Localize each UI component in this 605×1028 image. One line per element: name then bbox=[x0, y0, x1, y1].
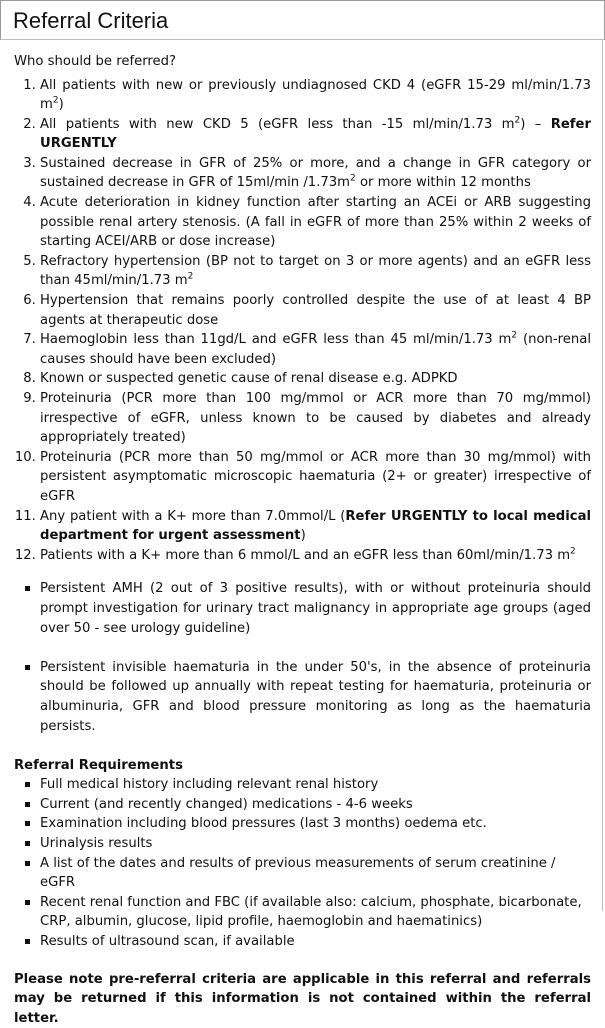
urgent-flag: Refer URGENTLY to local medical department for urgent assessment bbox=[40, 508, 591, 544]
main-content bbox=[0, 52, 605, 1028]
bullet-icon bbox=[25, 841, 30, 846]
requirement-item: Results of ultrasound scan, if available bbox=[40, 932, 591, 952]
criteria-item: 8. Known or suspected genetic cause of renal disease e.g. ADPKD bbox=[40, 369, 591, 389]
criteria-item: 3. Sustained decrease in GFR of 25% or more, and a change in GFR category or sustained decrease in GFR of 15ml/min $/1.73m^2$ or more within 12 months bbox=[40, 154, 591, 193]
title-bar bbox=[0, 0, 605, 40]
bullet-icon bbox=[25, 821, 30, 826]
page-title: Referral Criteria bbox=[13, 8, 169, 33]
criteria-list bbox=[14, 76, 591, 566]
criteria-item: 5. Refractory hypertension (BP not to target on 3 or more agents) and an eGFR less than 45ml/min/1.73 $m^2$ bbox=[40, 252, 591, 291]
criteria-item: 6. Hypertension that remains poorly controlled despite the use of at least 4 BP agents at therapeutic dose bbox=[40, 291, 591, 330]
requirement-item: Urinalysis results bbox=[40, 834, 591, 854]
requirements-list bbox=[14, 775, 591, 951]
footer-note: Please note pre-referral criteria are applicable in this referral and referrals may be returned if this information is not contained within the referral letter. bbox=[14, 971, 591, 1026]
criteria-item: 4. Acute deterioration in kidney function after starting an ACEi or ARB suggesting possible renal artery stenosis. (A fall in eGFR of more than 25% within 2 weeks of starting ACEI/ARB or dose increase) bbox=[40, 193, 591, 252]
requirement-item: Recent renal function and FBC (if available also: calcium, phosphate, bicarbonate, CRP, albumin, glucose, lipid profile, haemoglobin and haematinics) bbox=[40, 893, 591, 932]
criteria-item: 11. Any patient with a K+ more than 7.0mmol/L (Refer URGENTLY to local medical department for urgent assessment) bbox=[40, 507, 591, 546]
requirement-item: Full medical history including relevant renal history bbox=[40, 775, 591, 795]
urgent-flag: Refer URGENTLY bbox=[40, 116, 591, 152]
criteria-item: 2. All patients with new CKD 5 (eGFR less than -15 ml/min/1.73 $m^2$) – Refer URGENTLY bbox=[40, 115, 591, 154]
note-item: Persistent invisible haematuria in the under 50's, in the absence of proteinuria should be followed up annually with repeat testing for haematuria, proteinuria or albuminuria, GFR and blood pressure monitoring as long as the haematuria persists. bbox=[40, 658, 591, 736]
criteria-item: 10. Proteinuria (PCR more than 50 mg/mmol or ACR more than 30 mg/mmol) with persistent asymptomatic microscopic haematuria (2+ or greater) irrespective of eGFR bbox=[40, 448, 591, 507]
requirements-heading: Referral Requirements bbox=[14, 757, 183, 773]
criteria-item: 12. Patients with a K+ more than 6 mmol/L and an eGFR less than 60ml/min/1.73 $m^2$ bbox=[40, 546, 591, 566]
criteria-item: 1. All patients with new or previously undiagnosed CKD 4 (eGFR 15-29 ml/min/1.73 $m^2$) bbox=[40, 76, 591, 115]
bullet-icon bbox=[25, 782, 30, 787]
bullet-icon bbox=[25, 586, 30, 591]
bullet-icon bbox=[25, 665, 30, 670]
notes-list bbox=[14, 579, 591, 736]
criteria-item: 9. Proteinuria (PCR more than 100 mg/mmol or ACR more than 70 mg/mmol) irrespective of eGFR, unless known to be caused by diabetes and already appropriately treated) bbox=[40, 389, 591, 448]
requirement-item: Current (and recently changed) medications - 4-6 weeks bbox=[40, 795, 591, 815]
bullet-icon bbox=[25, 861, 30, 866]
criteria-item: 7. Haemoglobin less than 11gd/L and eGFR less than 45 ml/min/1.73 $m^2$ (non-renal causes should have been excluded) bbox=[40, 330, 591, 369]
section-question: Who should be referred? bbox=[14, 54, 177, 69]
bullet-icon bbox=[25, 802, 30, 807]
requirement-item: Examination including blood pressures (last 3 months) oedema etc. bbox=[40, 814, 591, 834]
requirement-item: A list of the dates and results of previous measurements of serum creatinine / eGFR bbox=[40, 854, 591, 893]
note-item: Persistent AMH (2 out of 3 positive results), with or without proteinuria should prompt investigation for urinary tract malignancy in appropriate age groups (aged over 50 - see urology guideline) bbox=[40, 579, 591, 638]
bullet-icon bbox=[25, 900, 30, 905]
bullet-icon bbox=[25, 939, 30, 944]
